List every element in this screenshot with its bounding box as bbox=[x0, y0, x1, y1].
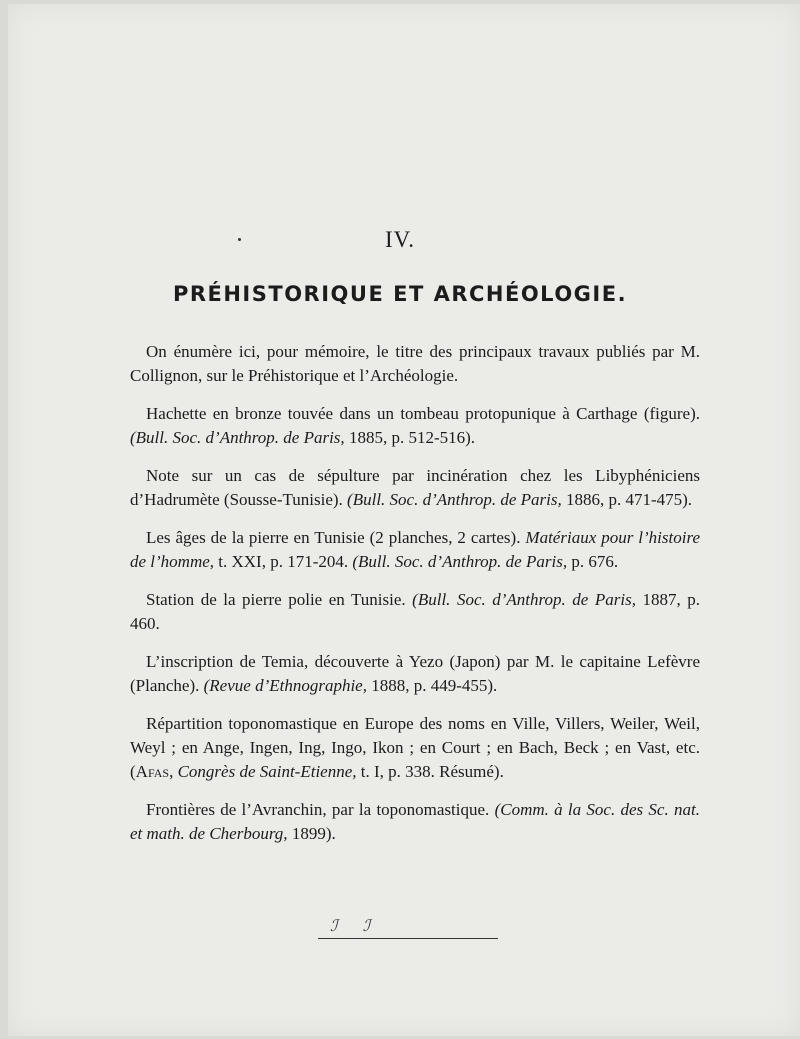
entry-text: Afas bbox=[135, 762, 170, 781]
entry-text: (Revue d’Ethnographie, bbox=[203, 676, 367, 695]
entry-text: 1887, p. 460. bbox=[130, 590, 701, 633]
entry-sepulture bbox=[130, 464, 700, 512]
entry-text: L’inscription de Temia, découverte à Yezo (Japon) par M. le capitaine Lefèvre (Planche). bbox=[130, 652, 700, 695]
entry-text: 1885, p. 512-516). bbox=[344, 428, 476, 447]
entry-text: (Bull. Soc. d’Anthrop. de Paris, bbox=[412, 590, 636, 609]
entry-text: Note sur un cas de sépulture par incinération chez les Libyphéniciens d’Hadrumète (Sousse-Tunisie). bbox=[130, 466, 700, 509]
entry-repartition bbox=[130, 712, 700, 784]
entry-intro bbox=[130, 340, 700, 388]
entry-ages-pierre bbox=[130, 526, 700, 574]
entry-text: Répartition toponomastique en Europe des noms en Ville, Villers, Weiler, Weil, Weyl ; en Ange, Ingen, Ing, Ingo, Ikon ; en Court ; en Bach, Beck ; en Vast, etc. ( bbox=[130, 714, 700, 781]
entry-text: t. XXI, p. 171-204. bbox=[214, 552, 353, 571]
entry-hachette bbox=[130, 402, 700, 450]
section-title: PRÉHISTORIQUE ET ARCHÉOLOGIE. bbox=[172, 282, 628, 306]
entry-text: 1886, p. 471-475). bbox=[561, 490, 693, 509]
section-numeral: IV. bbox=[384, 227, 416, 252]
entry-text: t. I, p. 338. Résumé). bbox=[356, 762, 504, 781]
entry-text: Frontières de l’Avranchin, par la toponomastique. bbox=[146, 800, 495, 819]
bibliography-list bbox=[130, 340, 700, 860]
entry-frontieres bbox=[130, 798, 700, 846]
entry-text: Hachette en bronze touvée dans un tombeau protopunique à Carthage (figure). bbox=[146, 404, 700, 423]
entry-text: 1888, p. 449-455). bbox=[366, 676, 498, 695]
entry-text: (Bull. Soc. d’Anthrop. de Paris, bbox=[352, 552, 568, 571]
entry-text: (Bull. Soc. d’Anthrop. de Paris, bbox=[347, 490, 562, 509]
entry-temia bbox=[130, 650, 700, 698]
entry-text: Matériaux pour l’histoire de l’homme, bbox=[130, 528, 700, 571]
entry-text: Les âges de la pierre en Tunisie (2 planches, 2 cartes). bbox=[146, 528, 526, 547]
closing-rule bbox=[318, 938, 498, 939]
entry-text: p. 676. bbox=[567, 552, 619, 571]
signature-mark: ℐ ℐ bbox=[330, 916, 381, 935]
entry-text: Congrès de Saint-Etienne, bbox=[177, 762, 357, 781]
entry-text: 1899). bbox=[287, 824, 336, 843]
entry-text: , bbox=[169, 762, 178, 781]
entry-station bbox=[130, 588, 700, 636]
entry-text: (Comm. à la Soc. des Sc. nat. et math. de Cherbourg, bbox=[130, 800, 700, 843]
entry-text: Station de la pierre polie en Tunisie. bbox=[146, 590, 413, 609]
entry-text: On énumère ici, pour mémoire, le titre des principaux travaux publiés par M. Collignon, sur le Préhistorique et l’Archéologie. bbox=[130, 342, 700, 385]
entry-text: (Bull. Soc. d’Anthrop. de Paris, bbox=[130, 428, 345, 447]
